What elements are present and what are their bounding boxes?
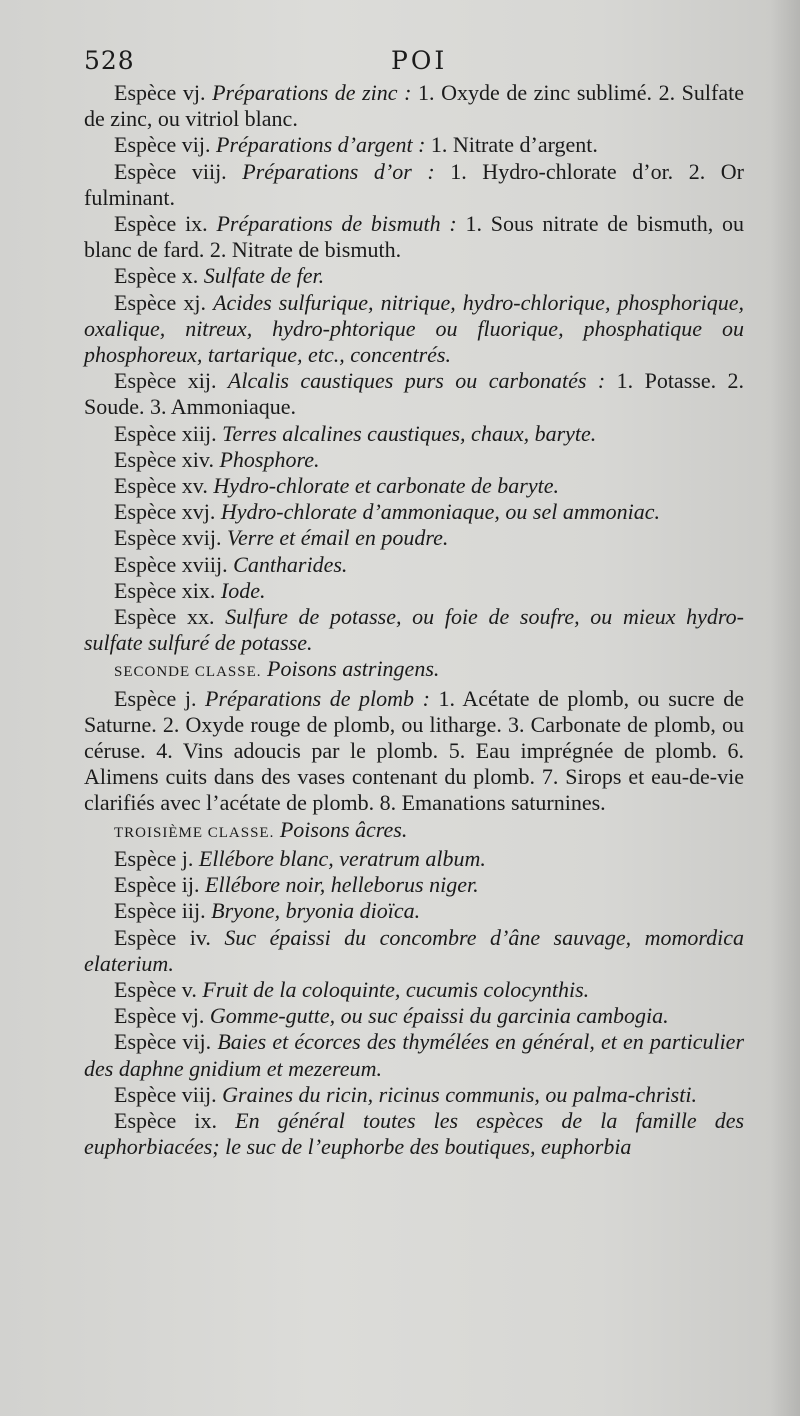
- species-name: En général toutes les espèces de la famille des euphorbiacées; le suc de l’euphorbe des boutiques, euphorbia: [84, 1107, 745, 1160]
- entry-paragraph: [84, 898, 744, 924]
- species-label: Espèce xv.: [114, 473, 208, 499]
- entry-paragraph: [84, 552, 744, 578]
- class-title: Poisons astringens.: [267, 656, 440, 682]
- species-name: Graines du ricin, ricinus communis, ou palma-christi.: [222, 1081, 697, 1107]
- entry-paragraph: [84, 1003, 744, 1029]
- species-name: Hydro-chlorate et carbonate de baryte.: [213, 473, 559, 499]
- entry-paragraph: [84, 977, 744, 1003]
- entry-paragraph: [84, 604, 744, 656]
- species-label: Espèce vj.: [114, 80, 206, 105]
- class-heading: [84, 817, 744, 846]
- species-name: Ellébore blanc, veratrum album.: [198, 845, 486, 871]
- entry-paragraph: [84, 1108, 744, 1160]
- entry-paragraph: [84, 473, 744, 499]
- species-label: Espèce ix.: [114, 211, 208, 237]
- species-name: Sulfate de fer.: [203, 263, 325, 289]
- entry-paragraph: [84, 290, 744, 369]
- species-name: Bryone, bryonia dioïca.: [211, 898, 421, 924]
- entry-paragraph: [84, 1029, 744, 1081]
- species-label: Espèce xij.: [114, 368, 217, 394]
- entry-paragraph: [84, 80, 744, 132]
- species-label: Espèce vij.: [114, 132, 211, 158]
- page-number: 528: [84, 46, 135, 75]
- species-details: 1. Hydro-chlorate d’or. 2. Or fulminant.: [84, 158, 745, 210]
- species-label: Espèce xiv.: [114, 446, 214, 472]
- species-label: Espèce viij.: [114, 1081, 217, 1107]
- species-label: Espèce xvij.: [114, 525, 222, 551]
- entry-paragraph: [84, 159, 744, 211]
- species-name: Sulfure de potasse, ou foie de soufre, ou mieux hydro-sulfate sulfuré de potasse.: [84, 604, 744, 656]
- species-details: 1. Potasse. 2. Soude. 3. Ammoniaque.: [84, 368, 745, 420]
- species-label: Espèce x.: [114, 263, 199, 289]
- species-label: Espèce vij.: [114, 1029, 212, 1055]
- species-label: Espèce xviij.: [114, 551, 228, 577]
- species-name: Baies et écorces des thymélées en général, et en particulier des daphne gnidium et mezereum.: [84, 1029, 745, 1081]
- entry-paragraph: [84, 525, 744, 551]
- species-name: Préparations de bismuth :: [216, 211, 457, 237]
- species-label: Espèce xx.: [114, 604, 215, 630]
- entry-paragraph: [84, 211, 744, 263]
- running-head: POI: [391, 46, 448, 75]
- page-body: [84, 80, 744, 1160]
- class-label: SECONDE CLASSE.: [114, 664, 262, 681]
- species-name: Suc épaissi du concombre d’âne sauvage, momordica elaterium.: [84, 924, 744, 976]
- species-details: 1. Sous nitrate de bismuth, ou blanc de fard. 2. Nitrate de bismuth.: [84, 211, 745, 263]
- species-label: Espèce xj.: [114, 289, 206, 315]
- species-details: 1. Oxyde de zinc sublimé. 2. Sulfate de zinc, ou vitriol blanc.: [84, 80, 744, 132]
- species-label: Espèce vj.: [114, 1003, 205, 1029]
- species-name: Gomme-gutte, ou suc épaissi du garcinia cambogia.: [209, 1003, 669, 1029]
- species-name: Phosphore.: [219, 446, 320, 472]
- species-name: Préparations d’or :: [242, 158, 435, 184]
- species-label: Espèce xvj.: [114, 499, 216, 525]
- entry-paragraph: [84, 578, 744, 604]
- page-edge-shadow: [770, 0, 800, 1416]
- species-name: Préparations de zinc :: [212, 80, 412, 105]
- species-name: Alcalis caustiques purs ou carbonatés :: [227, 368, 606, 394]
- species-label: Espèce ij.: [114, 872, 200, 898]
- species-name: Verre et émail en poudre.: [227, 525, 449, 551]
- class-heading: [84, 656, 744, 685]
- entry-paragraph: [84, 1082, 744, 1108]
- species-label: Espèce xiij.: [114, 420, 217, 446]
- species-label: Espèce viij.: [114, 158, 227, 184]
- species-label: Espèce ix.: [114, 1107, 218, 1133]
- entry-paragraph: [84, 132, 744, 158]
- species-name: Préparations de plomb :: [205, 685, 430, 711]
- species-name: Acides sulfurique, nitrique, hydro-chlorique, phosphorique, oxalique, nitreux, hydro-phtorique ou fluorique, phosphatique ou phosphoreux, tartarique, etc., concentrés.: [84, 289, 745, 368]
- species-name: Terres alcalines caustiques, chaux, baryte.: [222, 420, 597, 446]
- entry-paragraph: [84, 447, 744, 473]
- species-name: Iode.: [220, 577, 266, 603]
- entry-paragraph: [84, 872, 744, 898]
- species-name: Préparations d’argent :: [216, 132, 426, 158]
- page-header: [84, 46, 744, 82]
- species-details: 1. Nitrate d’argent.: [430, 132, 598, 158]
- entry-paragraph: [84, 368, 744, 420]
- species-label: Espèce j.: [114, 685, 197, 711]
- species-label: Espèce v.: [114, 976, 197, 1002]
- species-name: Cantharides.: [233, 551, 348, 577]
- entry-paragraph: [84, 421, 744, 447]
- entry-paragraph: [84, 846, 744, 872]
- entry-paragraph: [84, 263, 744, 289]
- entry-paragraph: [84, 686, 744, 817]
- entry-paragraph: [84, 499, 744, 525]
- species-label: Espèce xix.: [114, 577, 216, 603]
- class-title: Poisons âcres.: [279, 816, 408, 842]
- species-label: Espèce j.: [114, 845, 194, 871]
- species-label: Espèce iv.: [114, 924, 211, 950]
- species-label: Espèce iij.: [114, 898, 206, 924]
- species-name: Ellébore noir, helleborus niger.: [205, 872, 479, 898]
- species-details: 1. Acétate de plomb, ou sucre de Saturne. 2. Oxyde rouge de plomb, ou litharge. 3. Carbonate de plomb, ou céruse. 4. Vins adoucis par le plomb. 5. Eau imprégnée de plomb. 6. Alimens cuits dans des vases contenant du plomb. 7. Sirops et eau-de-vie clarifiés avec l’acétate de plomb. 8. Emanations saturnines.: [84, 685, 744, 816]
- class-label: TROISIÈME CLASSE.: [114, 824, 275, 841]
- species-name: Fruit de la coloquinte, cucumis colocynthis.: [202, 976, 590, 1002]
- entry-paragraph: [84, 925, 744, 977]
- species-name: Hydro-chlorate d’ammoniaque, ou sel ammoniac.: [220, 499, 661, 525]
